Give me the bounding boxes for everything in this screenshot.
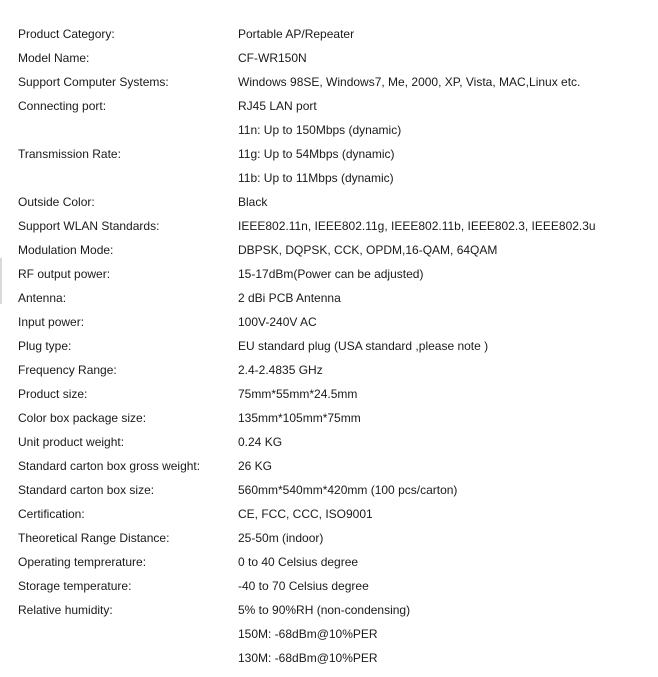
spec-label: Antenna:	[18, 291, 67, 305]
spec-row	[14, 310, 638, 334]
spec-row	[14, 262, 638, 286]
spec-row	[14, 382, 638, 406]
spec-value: 2 dBi PCB Antenna	[238, 291, 341, 305]
spec-row	[14, 358, 638, 382]
spec-label: Relative humidity:	[18, 603, 113, 617]
spec-row	[14, 118, 638, 142]
spec-label	[14, 166, 234, 190]
spec-label: Theoretical Range Distance:	[18, 531, 170, 545]
spec-row	[14, 526, 638, 550]
spec-row	[14, 70, 638, 94]
spec-row	[14, 334, 638, 358]
spec-row	[14, 190, 638, 214]
spec-label: Support WLAN Standards:	[18, 219, 160, 233]
spec-label	[14, 622, 234, 646]
spec-value: EU standard plug (USA standard ,please note )	[238, 339, 489, 353]
spec-label: Connecting port:	[18, 99, 107, 113]
spec-value: 0.24 KG	[238, 435, 283, 449]
spec-row	[14, 46, 638, 70]
spec-row	[14, 598, 638, 622]
spec-value: RJ45 LAN port	[238, 99, 317, 113]
spec-value: 11g: Up to 54Mbps (dynamic)	[238, 147, 395, 161]
spec-row	[14, 214, 638, 238]
spec-value: CF-WR150N	[238, 51, 307, 65]
spec-row	[14, 238, 638, 262]
spec-label: Standard carton box size:	[18, 483, 155, 497]
spec-label: Standard carton box gross weight:	[18, 459, 201, 473]
spec-value: 0 to 40 Celsius degree	[238, 555, 359, 569]
spec-label: Frequency Range:	[18, 363, 117, 377]
spec-value: Portable AP/Repeater	[238, 27, 355, 41]
spec-value: 135mm*105mm*75mm	[238, 411, 361, 425]
spec-label	[14, 646, 234, 670]
spec-row	[14, 286, 638, 310]
spec-value: Black	[238, 195, 268, 209]
spec-label: Certification:	[18, 507, 85, 521]
spec-row	[14, 406, 638, 430]
spec-table-body	[14, 22, 638, 670]
spec-label: Input power:	[18, 315, 85, 329]
spec-value: 11b: Up to 11Mbps (dynamic)	[238, 171, 394, 185]
spec-row	[14, 430, 638, 454]
spec-value: 11n: Up to 150Mbps (dynamic)	[238, 123, 402, 137]
spec-value: CE, FCC, CCC, ISO9001	[238, 507, 373, 521]
spec-label: RF output power:	[18, 267, 111, 281]
spec-value: Windows 98SE, Windows7, Me, 2000, XP, Vista, MAC,Linux etc.	[238, 75, 581, 89]
spec-label: Plug type:	[18, 339, 72, 353]
spec-label: Product size:	[18, 387, 88, 401]
spec-label: Model Name:	[18, 51, 90, 65]
spec-value: 150M: -68dBm@10%PER	[238, 627, 378, 641]
spec-row	[14, 142, 638, 166]
spec-label	[14, 118, 234, 142]
spec-value: DBPSK, DQPSK, CCK, OPDM,16-QAM, 64QAM	[238, 243, 498, 257]
spec-label: Support Computer Systems:	[18, 75, 169, 89]
spec-label: Product Category:	[18, 27, 115, 41]
spec-row	[14, 94, 638, 118]
spec-row	[14, 166, 638, 190]
left-edge-scroll-marker	[0, 258, 2, 304]
spec-value: IEEE802.11n, IEEE802.11g, IEEE802.11b, IEEE802.3, IEEE802.3u	[238, 219, 596, 233]
spec-row	[14, 622, 638, 646]
spec-value: 560mm*540mm*420mm (100 pcs/carton)	[238, 483, 458, 497]
spec-label: Color box package size:	[18, 411, 147, 425]
spec-value: 2.4-2.4835 GHz	[238, 363, 323, 377]
spec-row	[14, 478, 638, 502]
spec-label: Unit product weight:	[18, 435, 125, 449]
spec-value: 75mm*55mm*24.5mm	[238, 387, 358, 401]
spec-label: Modulation Mode:	[18, 243, 114, 257]
spec-row	[14, 454, 638, 478]
spec-row	[14, 22, 638, 46]
spec-row	[14, 550, 638, 574]
spec-value: 5% to 90%RH (non-condensing)	[238, 603, 411, 617]
spec-table	[14, 22, 638, 670]
spec-value: -40 to 70 Celsius degree	[238, 579, 369, 593]
spec-value: 25-50m (indoor)	[238, 531, 324, 545]
spec-value: 15-17dBm(Power can be adjusted)	[238, 267, 424, 281]
spec-row	[14, 502, 638, 526]
spec-label: Operating temprerature:	[18, 555, 147, 569]
spec-value: 26 KG	[238, 459, 273, 473]
spec-label: Transmission Rate:	[18, 147, 121, 161]
spec-row	[14, 574, 638, 598]
spec-row	[14, 646, 638, 670]
spec-value: 130M: -68dBm@10%PER	[238, 651, 378, 665]
spec-value: 100V-240V AC	[238, 315, 317, 329]
spec-label: Storage temperature:	[18, 579, 132, 593]
spec-label: Outside Color:	[18, 195, 95, 209]
